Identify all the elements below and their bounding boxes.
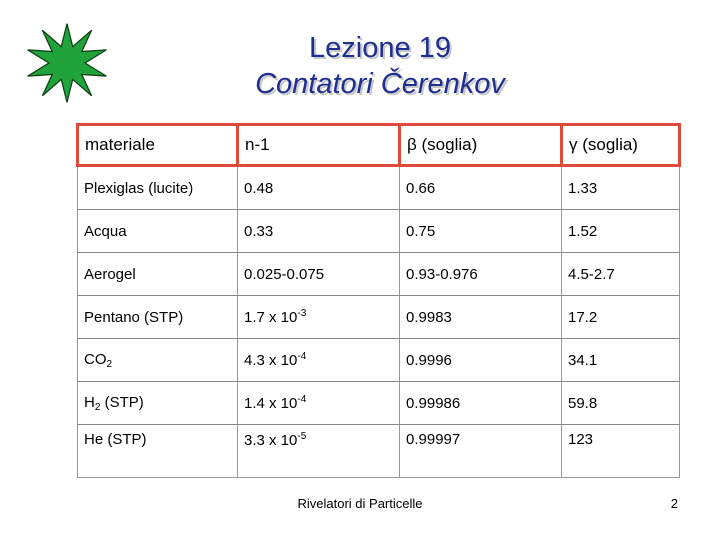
- cell-n-minus-1: 0.48: [238, 166, 400, 210]
- cell-n-minus-1: 0.025-0.075: [238, 253, 400, 296]
- header-materiale: materiale: [78, 125, 238, 166]
- formula-rest: (STP): [100, 393, 144, 411]
- table-row: [78, 296, 680, 339]
- cell-materiale: [78, 382, 238, 425]
- cell-beta: 0.99997: [400, 425, 562, 478]
- table-row: [78, 425, 680, 478]
- n1-exponent: -4: [297, 351, 307, 362]
- n1-exponent: -4: [297, 394, 307, 405]
- table-row: [78, 210, 680, 253]
- cell-beta: 0.93-0.976: [400, 253, 562, 296]
- header-beta-threshold: β (soglia): [400, 125, 562, 166]
- page-number: 2: [670, 496, 678, 511]
- cell-beta: 0.75: [400, 210, 562, 253]
- cell-n-minus-1: [238, 339, 400, 382]
- cell-gamma: 59.8: [562, 382, 680, 425]
- cell-materiale: Aerogel: [78, 253, 238, 296]
- cell-materiale: Plexiglas (lucite): [78, 166, 238, 210]
- n1-exponent: -5: [297, 431, 307, 442]
- cell-gamma: 1.33: [562, 166, 680, 210]
- cell-materiale: Acqua: [78, 210, 238, 253]
- cell-beta: 0.9983: [400, 296, 562, 339]
- cell-materiale: He (STP): [78, 425, 238, 478]
- cell-materiale: [78, 339, 238, 382]
- formula-base: CO: [84, 350, 107, 368]
- slide-title: [0, 30, 720, 102]
- cell-gamma: 4.5-2.7: [562, 253, 680, 296]
- table-header-row: [78, 125, 680, 166]
- cell-beta: 0.99986: [400, 382, 562, 425]
- title-line-2: Contatori Čerenkov: [255, 68, 505, 100]
- cell-gamma: 34.1: [562, 339, 680, 382]
- cell-n-minus-1: 0.33: [238, 210, 400, 253]
- formula-subscript: 2: [94, 401, 101, 413]
- materials-table: [76, 123, 681, 478]
- header-gamma-threshold: γ (soglia): [562, 125, 680, 166]
- cell-beta: 0.9996: [400, 339, 562, 382]
- table-row: [78, 166, 680, 210]
- header-n-minus-1: n-1: [238, 125, 400, 166]
- cell-gamma: 17.2: [562, 296, 680, 339]
- formula-subscript: 2: [106, 358, 113, 370]
- cell-gamma: 1.52: [562, 210, 680, 253]
- n1-mantissa: 4.3 x 10: [244, 352, 298, 369]
- table-row: [78, 339, 680, 382]
- formula-base: H: [84, 393, 95, 411]
- n1-mantissa: 1.4 x 10: [244, 395, 298, 412]
- cell-n-minus-1: [238, 296, 400, 339]
- footer-text: Rivelatori di Particelle: [297, 496, 423, 511]
- table-row: [78, 253, 680, 296]
- cell-materiale: Pentano (STP): [78, 296, 238, 339]
- n1-exponent: -3: [297, 308, 307, 319]
- cell-n-minus-1: [238, 425, 400, 478]
- cell-beta: 0.66: [400, 166, 562, 210]
- cell-gamma: 123: [562, 425, 680, 478]
- n1-mantissa: 1.7 x 10: [244, 309, 298, 326]
- n1-mantissa: 3.3 x 10: [244, 432, 298, 449]
- cell-n-minus-1: [238, 382, 400, 425]
- title-line-1: Lezione 19: [309, 32, 451, 64]
- table-row: [78, 382, 680, 425]
